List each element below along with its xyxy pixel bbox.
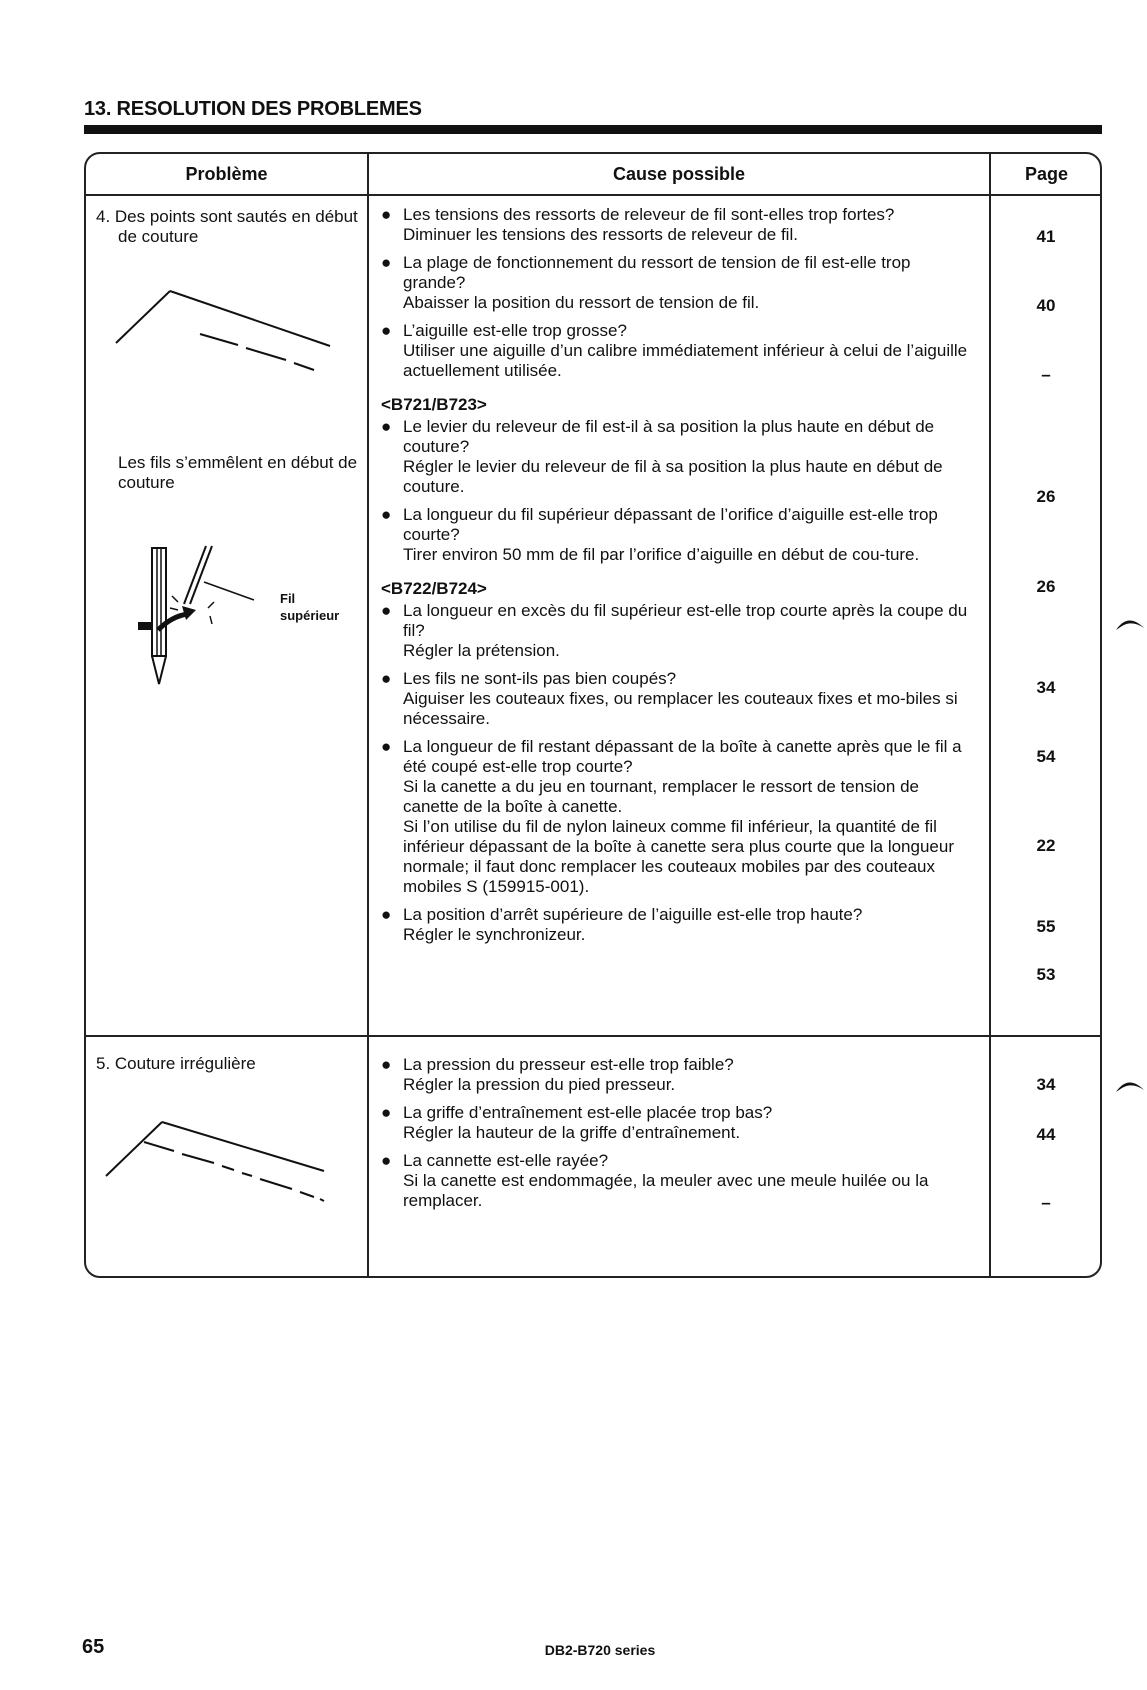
irregular-seam-illustration bbox=[96, 1114, 346, 1224]
section-title: 13. RESOLUTION DES PROBLEMES bbox=[84, 98, 422, 120]
page-number: 65 bbox=[82, 1636, 105, 1658]
cause-item bbox=[381, 905, 977, 945]
column-divider-1 bbox=[367, 154, 369, 1276]
header-divider bbox=[86, 194, 1100, 196]
row4-causes bbox=[381, 205, 977, 953]
upper-thread-label-line1: Fil bbox=[280, 591, 296, 606]
problem-irregular-seam: 5. Couture irrégulière bbox=[96, 1054, 256, 1073]
problem-tangled-threads: Les fils s’emmêlent en début de couture bbox=[118, 453, 358, 492]
cause-text: Le levier du releveur de fil est-il à sa position la plus haute en début de couture? Régler le levier du releveur de fil à sa position la plus haute en début de couture. bbox=[403, 417, 943, 496]
bullet-icon: ● bbox=[381, 905, 392, 924]
bullet-icon: ● bbox=[381, 1055, 392, 1074]
cause-item bbox=[381, 737, 977, 897]
bullet-icon: ● bbox=[381, 601, 392, 620]
bullet-icon: ● bbox=[381, 205, 392, 224]
model-heading-b721-b723: <B721/B723> bbox=[381, 395, 487, 414]
page-ref: 53 bbox=[1036, 965, 1056, 984]
page-ref: 26 bbox=[1036, 577, 1056, 596]
cause-item bbox=[381, 1151, 977, 1211]
bullet-icon: ● bbox=[381, 505, 392, 524]
series-name: DB2-B720 series bbox=[544, 1642, 656, 1658]
section-rule bbox=[84, 125, 1102, 134]
page-ref: 34 bbox=[1036, 1075, 1056, 1094]
row4-pages bbox=[991, 154, 1102, 1034]
cause-text: Les fils ne sont-ils pas bien coupés? Aiguiser les couteaux fixes, ou remplacer les couteaux fixes et mo-biles si nécessaire. bbox=[403, 669, 958, 728]
cause-text: La plage de fonctionnement du ressort de tension de fil est-elle trop grande? Abaisser la position du ressort de tension de fil. bbox=[403, 253, 911, 312]
cause-item bbox=[381, 1103, 977, 1143]
row-divider bbox=[86, 1035, 1100, 1037]
skipped-stitch-illustration bbox=[106, 284, 346, 384]
page-ref: 44 bbox=[1036, 1125, 1056, 1144]
page-ref: 41 bbox=[1036, 227, 1056, 246]
page-ref: – bbox=[1041, 1193, 1051, 1212]
bullet-icon: ● bbox=[381, 253, 392, 272]
row5-pages bbox=[991, 1036, 1102, 1276]
cause-item bbox=[381, 1055, 977, 1095]
cause-item bbox=[381, 601, 977, 661]
cause-item bbox=[381, 253, 977, 313]
bullet-icon: ● bbox=[381, 669, 392, 688]
cause-text: La cannette est-elle rayée? Si la canette est endommagée, la meuler avec une meule huilée ou la remplacer. bbox=[403, 1151, 929, 1210]
cause-text: Les tensions des ressorts de releveur de fil sont-elles trop fortes? Diminuer les tensions des ressorts de releveur de fil. bbox=[403, 205, 895, 244]
bullet-icon: ● bbox=[381, 417, 392, 436]
bullet-icon: ● bbox=[381, 1103, 392, 1122]
cause-item bbox=[381, 321, 977, 381]
cause-text: La griffe d’entraînement est-elle placée trop bas? Régler la hauteur de la griffe d’entraînement. bbox=[403, 1103, 773, 1142]
cause-text: La longueur de fil restant dépassant de la boîte à canette après que le fil a été coupé est-elle trop courte? Si la canette a du jeu en tournant, remplacer le ressort de tension de canette de la boîte à canette. Si l’on utilise du fil de nylon laineux comme fil inférieur, la quantité de fil inférieur dépassant de la boîte à canette sera plus courte que la longueur normale; il faut donc remplacer les couteaux mobiles par des couteaux mobiles S (159915-001). bbox=[403, 737, 962, 896]
bullet-icon: ● bbox=[381, 1151, 392, 1170]
upper-thread-label-line2: supérieur bbox=[280, 608, 340, 623]
bullet-icon: ● bbox=[381, 321, 392, 340]
margin-revision-mark-icon bbox=[1114, 1076, 1146, 1094]
page-ref: 22 bbox=[1036, 836, 1056, 855]
cause-text: La pression du presseur est-elle trop faible? Régler la pression du pied presseur. bbox=[403, 1055, 734, 1094]
model-heading-b722-b724: <B722/B724> bbox=[381, 579, 487, 598]
cause-item bbox=[381, 505, 977, 565]
problem-skipped-stitches: 4. Des points sont sautés en début de couture bbox=[96, 207, 358, 246]
cause-item bbox=[381, 205, 977, 245]
cause-text: La longueur du fil supérieur dépassant de l’orifice d’aiguille est-elle trop courte? Tirer environ 50 mm de fil par l’orifice d’aiguille en début de cou-ture. bbox=[403, 505, 938, 564]
page-ref: – bbox=[1041, 365, 1051, 384]
cause-text: La longueur en excès du fil supérieur est-elle trop courte après la coupe du fil? Régler la prétension. bbox=[403, 601, 968, 660]
troubleshooting-table bbox=[84, 152, 1102, 1278]
header-page: Page bbox=[1024, 164, 1069, 184]
bullet-icon: ● bbox=[381, 737, 392, 756]
cause-item bbox=[381, 669, 977, 729]
page-ref: 55 bbox=[1036, 917, 1056, 936]
needle-thread-illustration bbox=[126, 544, 276, 694]
page-ref: 54 bbox=[1036, 747, 1056, 766]
margin-revision-mark-icon bbox=[1114, 614, 1146, 632]
causes-general bbox=[381, 205, 977, 381]
cause-text: La position d’arrêt supérieure de l’aiguille est-elle trop haute? Régler le synchronizeur. bbox=[403, 905, 863, 944]
row5-causes bbox=[381, 1055, 977, 1219]
upper-thread-label bbox=[280, 590, 339, 624]
cause-text: L’aiguille est-elle trop grosse? Utiliser une aiguille d’un calibre immédiatement inférieur à celui de l’aiguille actuellement utilisée. bbox=[403, 321, 968, 380]
page-ref: 34 bbox=[1036, 678, 1056, 697]
page-ref: 40 bbox=[1036, 296, 1056, 315]
cause-item bbox=[381, 417, 977, 497]
header-problem: Problème bbox=[185, 164, 268, 184]
header-cause: Cause possible bbox=[612, 164, 746, 184]
page-ref: 26 bbox=[1036, 487, 1056, 506]
